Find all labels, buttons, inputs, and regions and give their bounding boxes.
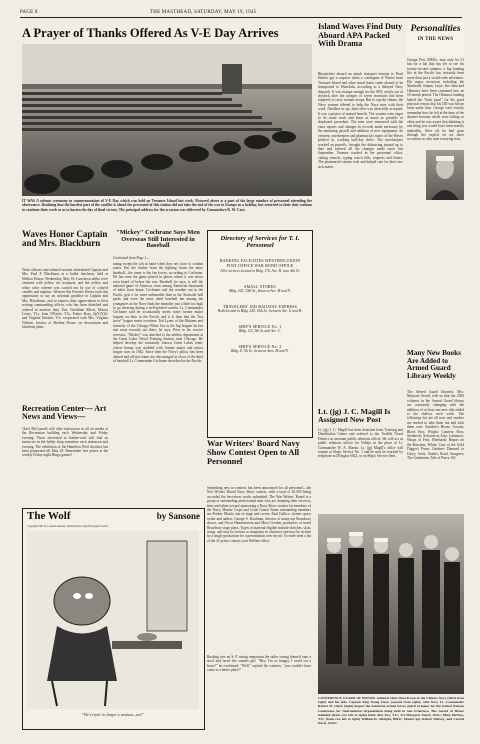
library-headline: Many New Books Are Added to Armed Guard Library Weekly bbox=[407, 349, 461, 380]
magill-body: Lt. (jg) J. C. Magill has been detached from Training and Distribution Center and ordered to the Twelfth Naval District as assistant public relations officer. He will act as public relations officer for Vallejo in the place of Lt. Commander W. A. Martin. Lt. (jg) Magill's office will remain at Ship's Service No. 1 and he may be reached by telephone at DOuglas 6022, or on Ship's Service lines. bbox=[318, 428, 403, 459]
directory-entry bbox=[208, 284, 312, 299]
island-waves-headline: Island Waves Find Duty Aboard APA Packed With Drama bbox=[318, 22, 403, 49]
library-body: The Armed Guard libraries, Mrs. Marjorie Arend, tells us that the 2500 volumes in the Armed Guard library are constantly changing with the addition of at least one new title added to the shelves each week. The following list are all new and readers are invited to take them out and look them over: Another's House, Gowan; Black Boy, Wright; Cannery Row, Steinbeck; Solution in Asia, Lattimore; Wings of Fear, Eberhardt; Report on the Russians, White; Case of the Gold Digger's Purse, Gardner; Damned to Glory, Scott; Stalin's Road, Songster; The Gentlemen Tale of Peace, Elf. bbox=[407, 390, 464, 461]
personalities-title: Personalities bbox=[410, 24, 461, 34]
george-pert-portrait bbox=[426, 150, 464, 200]
honor-guard-illustration bbox=[318, 514, 464, 694]
cochrane-body: rating except the job at hand when they are close to combat zones. But the further from the fighting fronts the more baseball—the same to the fan forces, according to Cochrane. He has seen the game played in places where it was never even heard of before the war. Baseball, he says, is still the national game of America, even among American thousands of miles from home. Cochrane said the weather out in the Pacific gets a lot more unbearable than in the Stateside ball parks and even the most rabid baseball fan among the youngsters in the Navy finds the humidity just a little too high to go cheering during a well-pitched contest. Lt. Commander Cochrane said he occasionally meets some former major leaguer on duty in the Pacific and it is then that the "hot stove" league meets overtime. Ted Lyons of the Marines and formerly of the Chicago White Sox is the big leaguer he has met most recently out there, he says. Prior to his service overseas, "Mickey" was attached to the athletic department at the Great Lakes Naval Training Station, near Chicago. He helped develop the nationally known Great Lakes team, whose lineup was studded with former major and minor league stars in 1942. Since then the Navy's policy has been altered and all-star teams are discouraged in favor of the kind of baseball Lt. Commander Cochrane described in the Pacific. bbox=[113, 262, 203, 363]
directory-entry-detail: Bldg. 225, 10th St., between Ave. M and N. bbox=[229, 289, 291, 294]
directory-entry-name: TRAVELERS' AID RAILWAY EXPRESS bbox=[223, 304, 297, 310]
wolf-cartoon-author: by Sansone bbox=[156, 511, 200, 521]
page-number: PAGE 8 bbox=[20, 10, 38, 15]
top-story-headline: A Prayer of Thanks Offered As V-E Day Arrives bbox=[22, 26, 279, 40]
sailor-portrait-icon bbox=[426, 150, 464, 200]
joke-body: Rushing into an S. F. eating emporium the sailor swung himself onto a stool and faced the counter girl. "Hey, I'm so hungry I could eat a horse!" he exclaimed. "Well," replied the waitress, "you couldn't have come to a better place!" bbox=[207, 655, 311, 673]
directory-title: Directory of Services for T. I. Personnel bbox=[220, 235, 300, 249]
top-story-caption: IT WAS A solemn ceremony in commemoration of V-E Day which was held on Treasure Island last week. Pictured above is a part of the large number of personnel attending the observance. Realizing that the hardest part of the conflict is ahead the personnel of this station did not take the end of the war in Europe as a holiday, but returned to their duty stations to continue their work so as to hasten the day of final victory. The principal address for the occasion was delivered by Commodore R. W. Cary. bbox=[22, 199, 312, 212]
directory-entry-detail: Bldg. 112, 9th St. and Ave. C. bbox=[238, 329, 282, 334]
directory-entry-detail: All a services located in Bldg. 176, Ave. H, near 4th St. bbox=[220, 269, 300, 274]
recreation-body: Chief McConnell will offer instruction in all art media at the Recreation building each Wednesday and Friday evening. Those interested in leather-craft will find an instructor in the hobby shop sometime each afternoon and evening. The exhibition of the Hamilton Wolf sketches has been postponed till May 28. Remember free prizes at the weekly Friday night Bingo games! bbox=[22, 427, 108, 458]
wolf-cartoon-drawing-icon bbox=[27, 531, 199, 709]
directory-entry-detail: Bldg. 8, 7th St., between Aves. M and N. bbox=[231, 349, 289, 354]
conference-caption: CONFERENCE GUARD OF HONOR. Admiral Chen Shao-Kwan of the Chinese Navy (third from right) and his aide, Captain Ying Tsung Chow (second from right), with Navy Lt. Commander Robert H. Clark (right) inspect the American armed forces guard of honor for the United Nations Conference for International Organization being held in San Francisco. The Guard of Honor included (front row left to right) Ruth Alex Fox, Y1c; T-5 Margaret Nusch, WAC; Ellen McNess, Y3c; (back row left to right) William H. Albright, BM1c; Master Sgt. Robert Mulvey; and Carroll Davis, GM1c. bbox=[318, 696, 464, 726]
directory-entry-name: SMALL STORES bbox=[244, 284, 276, 290]
personalities-banner bbox=[407, 22, 464, 56]
war-writers-body: Something new in contests has been announced for all personnel—the War Writers' Board Navy Show contest, with a total of $1,000 being accorded the best-show works submitted. The War Writers' Board is a group of outstanding professional men who are donating their services, time and talent toward sponsoring a Navy Show contest for members of the Navy, Marine Corps and Coast Guard. Some outstanding members are Fredric March, star of stage and screen; Paul Gallico, former sports writer and author; George S. Kaufman, director of many top Broadway shows, and Oscar Hammerstein and Moss Gordon, producers of noted Broadway stage plays. Types of material eligible include sketches, skits, songs, and may be serious or imaginary in character and may be written by a single production for a presentation over the air. To enter send a list of the 41 prizes contact your Welfare office. bbox=[207, 486, 311, 543]
directory-entry-name: SHIP'S SERVICE No. 2 bbox=[238, 344, 282, 350]
wolf-cartoon-title: The Wolf bbox=[27, 510, 71, 522]
directory-entry-name: SHIP'S SERVICE No. 1 bbox=[238, 324, 282, 330]
wolf-cartoon-copyright: Copyright 1945 by Leonard Sansone, distributed by Camp Newspaper Service bbox=[27, 525, 109, 528]
waves-honor-body: Wave officers and enlisted women entertained Captain and Mrs. Paul P. Blackburn at a buffet luncheon, held at Shelton House, Wednesday, May 16. Luncheon tables were centered with yellow iris bouquets, and the yellow and white color scheme was carried out by use of colored candles and napkins. Western Sea Frontier Waves took this opportunity to say an informal goodbye to Captain and Mrs. Blackburn, and to express their appreciation to their retiring commanding officer, who has been detached and ordered to inactive duty. Ens. Geraldine Albert, Marcia Lewis, Y1c, Jean O'Keefe, Y3c, Esther Ross, SpY(X)3c and Virginia Dachter, Y1c cooperated with Mrs. Virginia Nielsen, hostess of Shelton House, on decorations and luncheon plans. bbox=[22, 268, 108, 330]
island-waves-body: Bluejackets aboard an attack transport enroute to Pearl Harbor got a surprise when a contingent of Waves from Treasure Island and other naval bases came aboard to be transported to Honolulu, according to a delayed Navy dispatch. It was strange enough for the APA, newly out of drydock after the ravages of seven invasions had been repaired, to carry women troops. But to cap the climax, the Navy women offered to help the Navy men with their work. Needless to say, their offer was cheerfully accepted. It was a project of mutual benefit. The women were eager to do some work and learn as much as possible of shipboard procedure. The men were entranced with the extra reports and changes in records made necessary by the mounting payroll and addition of new equipment. So yeomen, storekeepers and pharmacist's mates of the Waves pitched in, working half-day shifts. The storekeepers worked on payrolls, brought the disbursing journal up to date and entered all the changes made since last September. Yeomen worked in the personnel office, cutting stencils, typing watch bills, requests and letters. The pharmacist's mates took and helped care for their sea-sick mates. bbox=[318, 72, 403, 169]
cochrane-continued: Continued from Page 1— bbox=[113, 256, 150, 260]
directory-entry bbox=[208, 258, 312, 279]
directory-entry bbox=[208, 304, 312, 319]
directory-entry bbox=[208, 324, 312, 339]
waves-honor-headline: Waves Honor Captain and Mrs. Blackburn bbox=[22, 229, 108, 249]
personalities-subtitle: IN THE NEWS bbox=[417, 36, 454, 42]
directory-box bbox=[207, 230, 313, 438]
directory-entry-detail: Both located in Bldg. 240, 10th St., between Ave. G and H. bbox=[217, 309, 303, 314]
masthead-title: THE MASTHEAD, SATURDAY, MAY 19, 1945 bbox=[150, 10, 257, 15]
magill-headline: Lt. (jg) J. C. Magill Is Assigned New Post bbox=[318, 407, 391, 425]
wolf-cartoon-panel bbox=[22, 508, 205, 730]
cochrane-headline: "Mickey" Cochrane Says Men Overseas Still Interested in Baseball bbox=[116, 229, 200, 250]
directory-entry-name: BANKING FACILITIES WESTERN UNION POST OFFICE WAR BOND OFFICE bbox=[219, 257, 301, 269]
ve-day-ceremony-photo bbox=[22, 44, 312, 196]
recreation-headline: Recreation Center— Art News and Views— bbox=[22, 404, 107, 422]
masthead-rule bbox=[20, 17, 462, 18]
conference-guard-photo bbox=[318, 514, 464, 694]
directory-entry bbox=[208, 344, 312, 359]
wolf-cartoon-caption: "He's tryin' to forget a woman—no!" bbox=[82, 713, 144, 717]
personalities-body: George Pert, MM3c, may only be 21 but for a lad that has yet to see his twenty-second summer, a Jap hunting life in the Pacific has certainly been more than just a world-wide adventure. His major invasions including the Marshalls, Saipan, Leyte, Iwo Jima and Okinawa have been crammed into an 18 month period. The Okinawa landing bailed the "hash pearl" for the good physical reason that his DD was blown from under him. George can't exactly remember how he felt at the time of the disaster because shells were falling so often and he was aware that thinking is one thing you would have been merely unhealthy. After all, he had gone through the exploit on six other occasions so why start worrying now. bbox=[407, 58, 464, 142]
war-writers-headline: War Writers' Board Navy Show Contest Open to All Personnel bbox=[207, 439, 300, 466]
ceremony-crowd-illustration bbox=[22, 44, 312, 196]
